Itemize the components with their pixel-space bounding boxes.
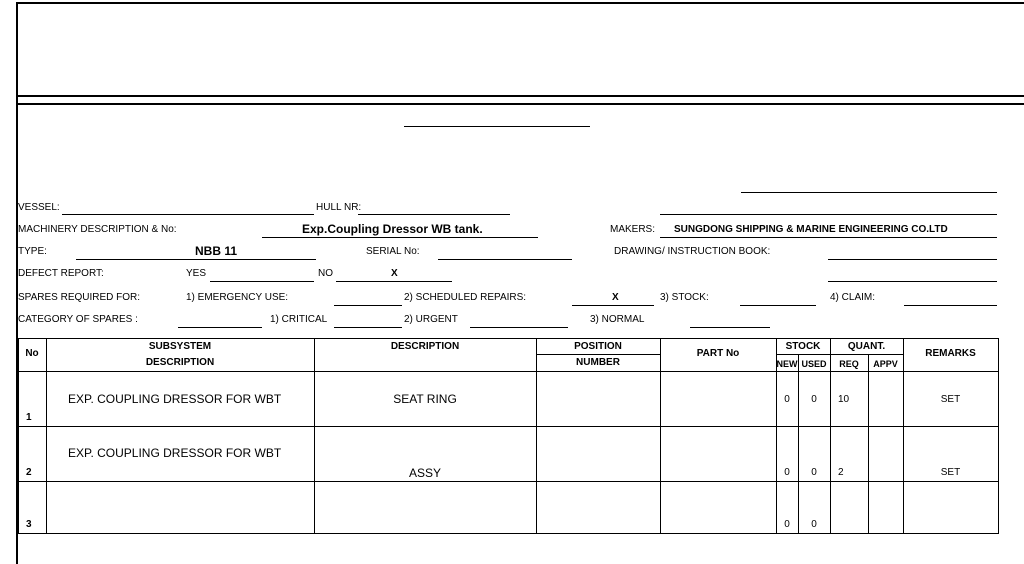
serial-field[interactable] [438,259,572,260]
col-line-4 [660,338,661,534]
row-3-bottom [18,533,999,534]
normal-label: 3) NORMAL [590,314,645,325]
yes-label: YES [186,268,207,279]
row-number: 2 [26,467,32,478]
stock-field[interactable] [740,305,816,306]
critical-label: 1) CRITICAL [270,314,328,325]
machinery-field [262,237,538,238]
col-line-10 [998,338,999,534]
row-quant-req[interactable]: 2 [838,467,844,478]
type-field [76,259,316,260]
spares-label: SPARES REQUIRED FOR: [18,292,141,303]
makers-label: MAKERS: [610,224,656,235]
table-header-bottom [18,371,999,372]
type-value[interactable]: NBB 11 [195,244,238,258]
critical-field[interactable] [334,327,402,328]
header-subsystem-1: SUBSYSTEM [148,341,212,352]
header-quant-appv: APPV [873,359,898,369]
row-subsystem[interactable]: EXP. COUPLING DRESSOR FOR WBT [68,392,282,406]
row-quant-req[interactable]: 10 [838,394,850,405]
header-subsystem-2: DESCRIPTION [145,357,215,368]
row-number: 3 [26,519,32,530]
table-subheader-line-stock [776,354,903,355]
row-stock-new[interactable]: 0 [784,467,790,478]
defect-label: DEFECT REPORT: [18,268,104,279]
header-stock: STOCK [785,341,821,352]
stock-label: 3) STOCK: [660,292,709,303]
urgent-label: 2) URGENT [404,314,458,325]
row-description[interactable]: SEAT RING [393,392,457,406]
header-part-no: PART No [696,348,740,359]
emergency-field[interactable] [334,305,402,306]
row-remarks[interactable]: SET [940,394,961,405]
row-stock-new[interactable]: 0 [784,519,790,530]
header-stock-used: USED [801,359,827,369]
header-double-rule [16,95,1024,105]
row-description[interactable]: ASSY [408,466,441,480]
no-field [336,281,452,282]
urgent-field[interactable] [470,327,568,328]
col-line-2 [314,338,315,534]
hull-field[interactable] [358,214,510,215]
header-position-2: NUMBER [576,357,620,368]
hull-label: HULL NR: [316,202,362,213]
vessel-field[interactable] [62,214,314,215]
row-2-bottom [18,481,999,482]
machinery-value[interactable]: Exp.Coupling Dressor WB tank. [302,222,483,236]
table-top-border [18,338,999,339]
category-field[interactable] [178,327,262,328]
row-subsystem[interactable]: EXP. COUPLING DRESSOR FOR WBT [68,446,282,460]
header-no: No [25,348,39,359]
row-number: 1 [26,412,32,423]
col-line-0 [18,338,19,534]
serial-label: SERIAL No: [366,246,420,257]
no-label: NO [318,268,333,279]
vessel-right-underline [660,214,997,215]
claim-field[interactable] [904,305,997,306]
header-stock-new: NEW [776,359,798,369]
vessel-label: VESSEL: [18,202,60,213]
header-description: DESCRIPTION [390,341,460,352]
col-line-8 [868,354,869,534]
row-stock-used[interactable]: 0 [811,394,817,405]
makers-value[interactable]: SUNGDONG SHIPPING & MARINE ENGINEERING CO.LTD [674,224,948,235]
no-value[interactable]: X [391,268,398,279]
drawing-label: DRAWING/ INSTRUCTION BOOK: [614,246,771,257]
type-label: TYPE: [18,246,47,257]
header-remarks: REMARKS [925,348,976,359]
machinery-label: MACHINERY DESCRIPTION & No: [18,224,177,235]
defect-right-underline [828,281,997,282]
drawing-field[interactable] [828,259,997,260]
row-remarks[interactable]: SET [940,467,961,478]
row-1-bottom [18,426,999,427]
scheduled-value[interactable]: X [612,292,619,303]
row-stock-new[interactable]: 0 [784,394,790,405]
header-quant: QUANT. [847,341,886,352]
header-quant-req: REQ [839,359,859,369]
col-line-9 [903,338,904,534]
header-position-1: POSITION [574,341,622,352]
emergency-label: 1) EMERGENCY USE: [186,292,289,303]
table-subheader-line [536,354,660,355]
row-stock-used[interactable]: 0 [811,467,817,478]
normal-field[interactable] [690,327,770,328]
claim-label: 4) CLAIM: [830,292,876,303]
scheduled-label: 2) SCHEDULED REPAIRS: [404,292,527,303]
title-underline [404,126,590,127]
col-line-6 [798,354,799,534]
yes-field[interactable] [210,281,314,282]
row-stock-used[interactable]: 0 [811,519,817,530]
header-right-underline [741,192,997,193]
scheduled-field [572,305,654,306]
makers-field [660,237,997,238]
category-label: CATEGORY OF SPARES : [18,314,138,325]
